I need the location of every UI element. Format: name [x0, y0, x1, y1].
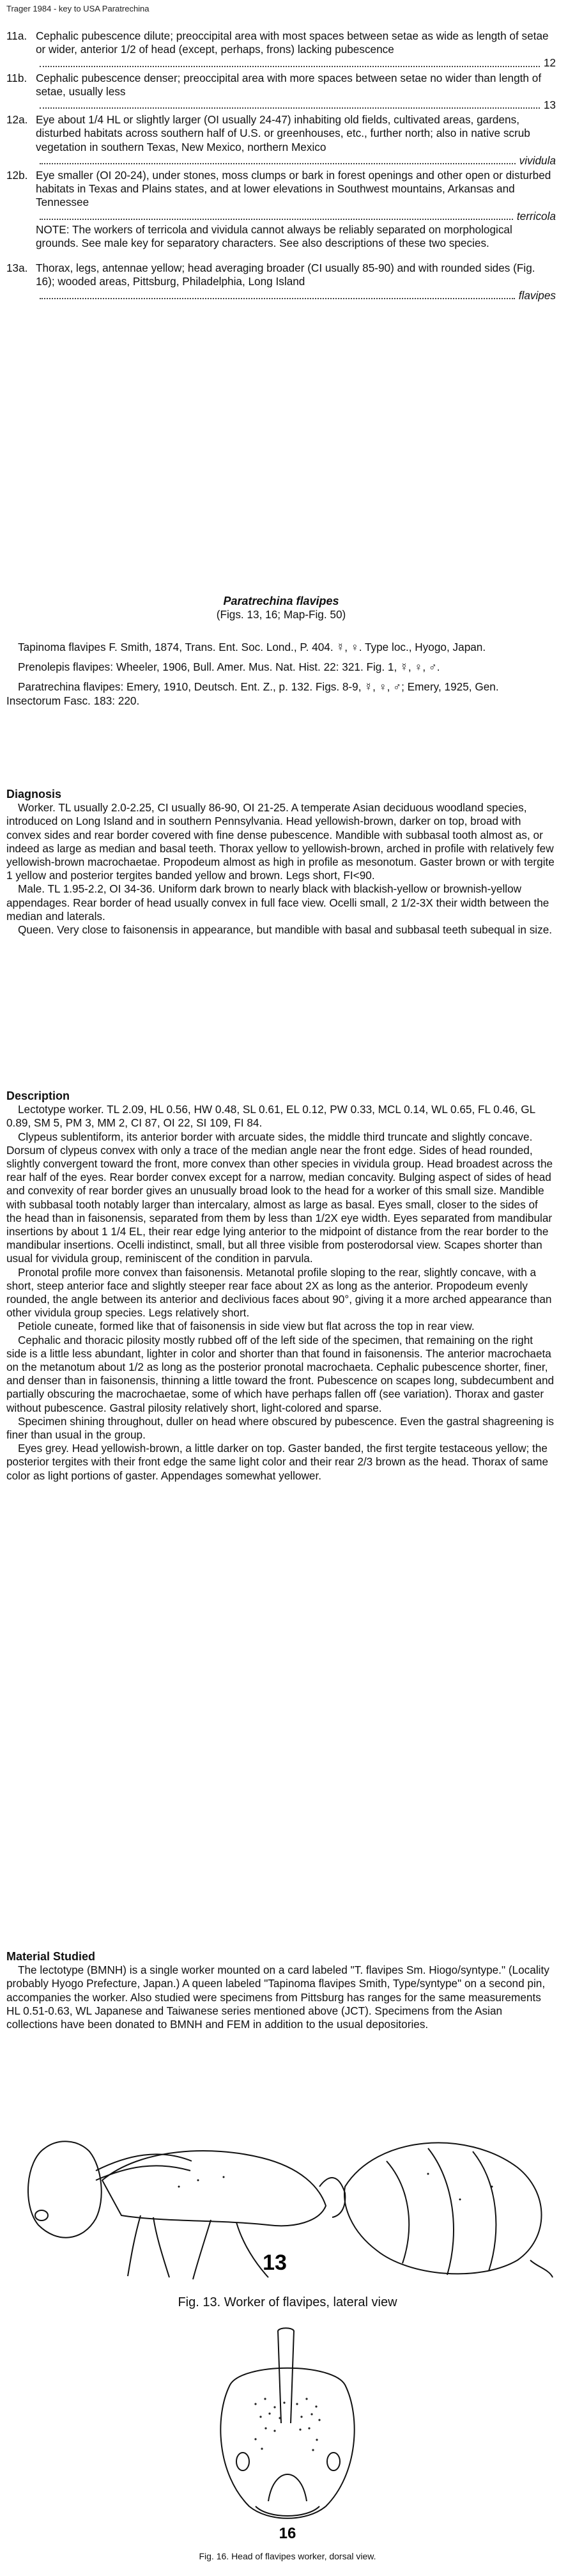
diagnosis-paragraph: Worker. TL usually 2.0-2.25, CI usually 86-90, OI 21-25. A temperate Asian deciduous woodland species, introduced on Long Island and in southern Pennsylvania. Head yellowish-brown, darker on top, broad with convex sides and rear border covered with fine dense pubescence. Mandible with subbasal tooth almost as, or indeed as large as median and basal teeth. Thorax yellow to yellowish-brown, arched in profile with relatively few yellowish-brown macrochaetae. Propodeum almost as high in profile as mesonotum. Gaster brown or with tergite 1 yellow and posterior tergites banded yellow and brown. Legs short, FI<90. [6, 801, 555, 882]
head-capsule [220, 2368, 354, 2518]
thorax-outline [102, 2151, 326, 2226]
figure-16-number: 16 [279, 2525, 296, 2542]
key-couplet-text [36, 169, 556, 250]
key-couplet-body: Cephalic pubescence denser; preoccipital area with more spaces between setae no wider than length of setae, usually less [36, 71, 542, 98]
stipple-dot [273, 2406, 275, 2408]
running-header: Trager 1984 - key to USA Paratrechina [6, 4, 150, 13]
stipple-dot [259, 2416, 261, 2417]
stipple-dot [273, 2430, 275, 2432]
key-couplet-body: Eye about 1/4 HL or slightly larger (OI usually 24-47) inhabiting old fields, cultivated areas, gardens, disturbed habitats across southern half of U.S. or greenhouses, etc., further north; also in native scrub vegetation in southern Texas, New Mexico, northern Mexico [36, 113, 530, 153]
key-couplet-number: 12b. [6, 169, 28, 182]
key-couplet-text [36, 29, 556, 70]
stipple-dot [299, 2428, 301, 2430]
key-couplet-text [36, 262, 556, 302]
stipple-dot [283, 2401, 285, 2403]
description-heading: Description [6, 1089, 70, 1102]
material-section [6, 1950, 556, 2031]
key-couplet-lead: 12 [543, 56, 556, 70]
figure-13-caption [0, 2295, 575, 2310]
key-couplet [6, 262, 556, 302]
description-section [6, 1089, 556, 1483]
identification-key [6, 29, 556, 304]
description-paragraph: Clypeus sublentiform, its anterior border with arcuate sides, the middle third truncate and slightly concave. Dorsum of clypeus convex with only a trace of the median angle near the front edge. Sides of head rounded, slightly convergent toward the front, more convex than other species in vividula group. Head broadest across the rear half of the eyes. Rear border convex except for a narrow, median concavity. Bulging aspect of sides of head and convexity of rear border gives an unusually broad look to the head for a worker of this small size. Mandible with subbasal tooth notably larger than intercalary, almost as large as basal. Eyes small, closer to the sides of the head than in faisonensis, separated from them by less than 1/2X eye width. Eyes separated from mandibular insertions by about 1 1/4 EL, their rear edge lying anterior to the midpoint of distance from the rear border to the mandibular insertions. Ocelli indistinct, small, but all three visible from posterodorsal view. Scapes shorter than usual for vividula group, reminiscent of the condition in parvula. [6, 1130, 553, 1265]
stipple-dot [315, 2405, 317, 2407]
stipple-dot [312, 2449, 314, 2451]
key-couplet-number: 11b. [6, 71, 27, 84]
key-couplet-body: Cephalic pubescence dilute; preoccipital area with most spaces between setae as wide as length of setae or wider, anterior 1/2 of head (except, perhaps, frons) lacking pubescence [36, 29, 549, 56]
key-couplet-lead: vividula [519, 153, 556, 167]
stipple-dot [279, 2417, 280, 2419]
synonymy-entry: Tapinoma flavipes F. Smith, 1874, Trans. Ent. Soc. Lond., P. 404. ☿, ♀. Type loc., Hyogo, Japan. [18, 641, 486, 653]
figure-13-worker-lateral [19, 2110, 556, 2289]
key-couplet-number: 11a. [6, 29, 27, 42]
key-couplet [6, 29, 556, 70]
key-couplet-body: Eye smaller (OI 20-24), under stones, moss clumps or bark in forest openings and other open or disturbed habitats in Texas and Plains states, and at lower elevations in Southwest mountains, Arkansas and Tennessee [36, 169, 551, 209]
stipple-dot [254, 2403, 256, 2405]
key-couplet-lead: 13 [543, 98, 556, 112]
diagnosis-heading: Diagnosis [6, 788, 62, 800]
stipple-dot [318, 2419, 320, 2421]
species-heading [6, 595, 556, 621]
figure-16-head-dorsal [160, 2327, 415, 2545]
stipple-dot [296, 2403, 298, 2405]
species-figures-ref: (Figs. 13, 16; Map-Fig. 50) [216, 608, 346, 621]
key-couplet-lead: terricola [516, 209, 556, 222]
synonymy-entry: Paratrechina flavipes: Emery, 1910, Deutsch. Ent. Z., p. 132. Figs. 8-9, ☿, ♀, ♂; Emery, 1925, Gen. Insectorum Fasc. 183: 220. [6, 680, 499, 707]
synonymy-entry: Prenolepis flavipes: Wheeler, 1906, Bull. Amer. Mus. Nat. Hist. 22: 321. Fig. 1, ☿, ♀, ♂. [18, 660, 440, 674]
key-couplet [6, 169, 556, 250]
figure-13-number: 13 [263, 2251, 287, 2275]
stipple-dot [268, 2412, 270, 2414]
description-paragraph: Cephalic and thoracic pilosity mostly rubbed off of the left side of the specimen, that remaining on the right side is a little less abundant, lighter in color and shorter than that found in faisonensis. The anterior macrochaeta on the metanotum about 1/2 as long as the posterior pronotal macrochaeta. Cephalic pubescence shorter, finer, and denser than in faisonensis, thinning a little toward the front. Pubescence on scapes long, subdecumbent and partially obscuring the macrochaetae, some of which have perhaps fallen off (see variation). Thorax and gaster without pubescence. Gastral pilosity relatively short, light-colored and sparse. [6, 1333, 555, 1414]
diagnosis-body [6, 801, 556, 937]
diagnosis-paragraph: Male. TL 1.95-2.2, OI 34-36. Uniform dark brown to nearly black with blackish-yellow or brownish-yellow appendages. Rear border of head usually convex in full face view. Ocelli small, 2 1/2-3X their width between the median and laterals. [6, 882, 549, 923]
material-heading: Material Studied [6, 1950, 96, 1963]
diagnosis-section [6, 788, 556, 937]
stipple-dot [310, 2413, 312, 2415]
key-note: NOTE: The workers of terricola and vividula cannot always be reliably separated on morphological grounds. See male key for separatory characters. See also descriptions of these two species. [36, 222, 512, 250]
head-outline [28, 2141, 102, 2237]
description-paragraph: Pronotal profile more convex than faisonensis. Metanotal profile sloping to the rear, slightly concave, with a short, steep anterior face and slightly steeper rear face about 2X as long as the anterior. Propodeum evenly rounded, the angle between its anterior and declivious faces about 90°, giving it a more arched appearance than other vividula group species. Legs relatively short. [6, 1265, 552, 1320]
species-title: Paratrechina flavipes [223, 595, 339, 607]
stipple-dot [300, 2416, 302, 2417]
figure-13-caption-text: Fig. 13. Worker of flavipes, lateral view [178, 2295, 397, 2309]
description-paragraph: Eyes grey. Head yellowish-brown, a little darker on top. Gaster banded, the first tergite testaceous yellow; the posterior tergites with their front edge the same light color and their rear 2/3 brown as the head. Thorax of same color as light portions of gaster. Appendages somewhat yellower. [6, 1442, 549, 1482]
description-paragraph: Specimen shining throughout, duller on head where obscured by pubescence. Even the gastral shagreening is finer than usual in the group. [6, 1414, 554, 1442]
stipple-dot [264, 2398, 266, 2400]
synonymy-block [6, 641, 556, 714]
key-couplet-lead: flavipes [518, 288, 556, 302]
stipple-dot [308, 2427, 310, 2429]
description-body [6, 1103, 556, 1483]
description-paragraph: Petiole cuneate, formed like that of faisonensis in side view but flat across the top in rear view. [18, 1320, 475, 1333]
key-couplet-text [36, 72, 556, 113]
key-couplet-body: Thorax, legs, antennae yellow; head averaging broader (CI usually 85-90) and with rounded sides (Fig. 16); wooded areas, Pittsburg, Philadelphia, Long Island [36, 262, 535, 288]
material-text: The lectotype (BMNH) is a single worker mounted on a card labeled "T. flavipes Sm. Hiogo/syntype." (Locality probably Hyogo Prefecture, Japan.) A queen labeled "Tapinoma flavipes Smith, Type/syntype" on a second pin, accompanies the worker. Also studied were specimens from Pittsburg has ranges for the same measurements HL 0.51-0.63, WL Japanese and Taiwanese series mentioned above (JCT). Specimens from the Asian collections have been donated to BMNH and FEM in addition to the usual depositories. [6, 1963, 549, 2031]
diagnosis-paragraph: Queen. Very close to faisonensis in appearance, but mandible with basal and subbasal teeth subequal in size. [18, 923, 553, 937]
description-paragraph: Lectotype worker. TL 2.09, HL 0.56, HW 0.48, SL 0.61, EL 0.12, PW 0.33, MCL 0.14, WL 0.65, FL 0.46, GL 0.89, SM 5, PM 3, MM 2, CI 87, OI 22, SI 109, FI 84. [6, 1103, 535, 1130]
key-couplet [6, 72, 556, 113]
key-couplet-number: 13a. [6, 262, 28, 275]
figure-16-caption: Fig. 16. Head of flavipes worker, dorsal view. [199, 2551, 376, 2561]
stipple-dot [316, 2439, 318, 2440]
stipple-dot [305, 2398, 307, 2400]
stipple-dot [264, 2427, 266, 2429]
gaster-outline [344, 2143, 541, 2274]
key-couplet-number: 12a. [6, 113, 28, 127]
stipple-dot [261, 2447, 263, 2449]
key-couplet [6, 113, 556, 168]
stipple-dot [254, 2438, 256, 2440]
key-couplet-text [36, 113, 556, 168]
antenna-scape [278, 2330, 281, 2423]
